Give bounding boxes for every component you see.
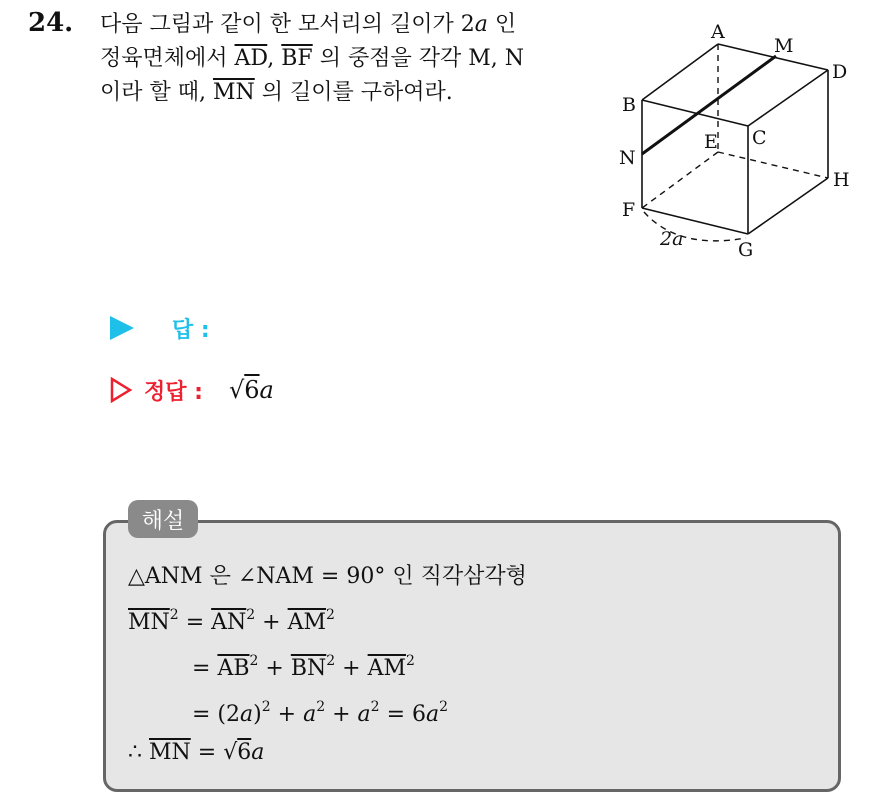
solution-line-2: $\overline{MN}^2 = \overline{AN}^2 + \overline{AM}^2$ xyxy=(128,607,335,635)
question-number: 24. xyxy=(28,8,74,38)
label-M: M xyxy=(774,35,794,57)
hidden-edge-EF xyxy=(642,152,718,208)
correct-answer-value: √6a xyxy=(228,376,274,404)
correct-answer-label: 정답 : xyxy=(144,379,203,405)
solution-content xyxy=(128,558,527,772)
hidden-edge-EH xyxy=(718,152,828,178)
solution-line-5: ∴ $\overline{MN} = √6a$ xyxy=(128,740,265,765)
answer-row xyxy=(110,308,210,348)
solution-line-1: △ANM 은 ∠NAM = 90° 인 직각삼각형 xyxy=(128,564,527,589)
label-edge-length: 2a xyxy=(660,228,684,250)
edge-FG xyxy=(642,208,748,234)
label-G: G xyxy=(738,239,754,261)
label-A: A xyxy=(711,21,725,43)
edge-BA xyxy=(642,44,718,100)
label-B: B xyxy=(622,94,636,116)
question-line-1: 다음 그림과 같이 한 모서리의 길이가 2a 인 xyxy=(100,12,517,37)
cube-figure xyxy=(608,18,858,268)
solution-line-4: = $(2a)^2 + a^2 + a^2 = 6a^2$ xyxy=(192,699,449,727)
solution-tag: 해설 xyxy=(128,500,198,538)
label-N: N xyxy=(619,147,636,169)
correct-answer-row xyxy=(110,370,274,410)
label-C: C xyxy=(752,127,767,149)
edge-GH xyxy=(748,178,828,234)
edge-DC xyxy=(748,70,828,126)
solution-line-3: = $\overline{AB}^2 + \overline{BN}^2 + \overline{AM}^2$ xyxy=(192,653,415,681)
label-D: D xyxy=(832,61,848,83)
label-F: F xyxy=(622,199,636,221)
label-E: E xyxy=(704,131,718,153)
edge-CB xyxy=(642,100,748,126)
label-H: H xyxy=(833,169,850,191)
question-text xyxy=(100,8,590,110)
outline-triangle-icon xyxy=(110,377,132,403)
question-line-3: 이라 할 때, $\overline{MN}$ 의 길이를 구하여라. xyxy=(100,80,453,105)
play-triangle-icon xyxy=(110,316,134,340)
question-line-2: 정육면체에서 $\overline{AD}$, $\overline{BF}$ 의 중점을 각각 M, N xyxy=(100,46,524,71)
answer-label: 답 : xyxy=(172,317,210,343)
